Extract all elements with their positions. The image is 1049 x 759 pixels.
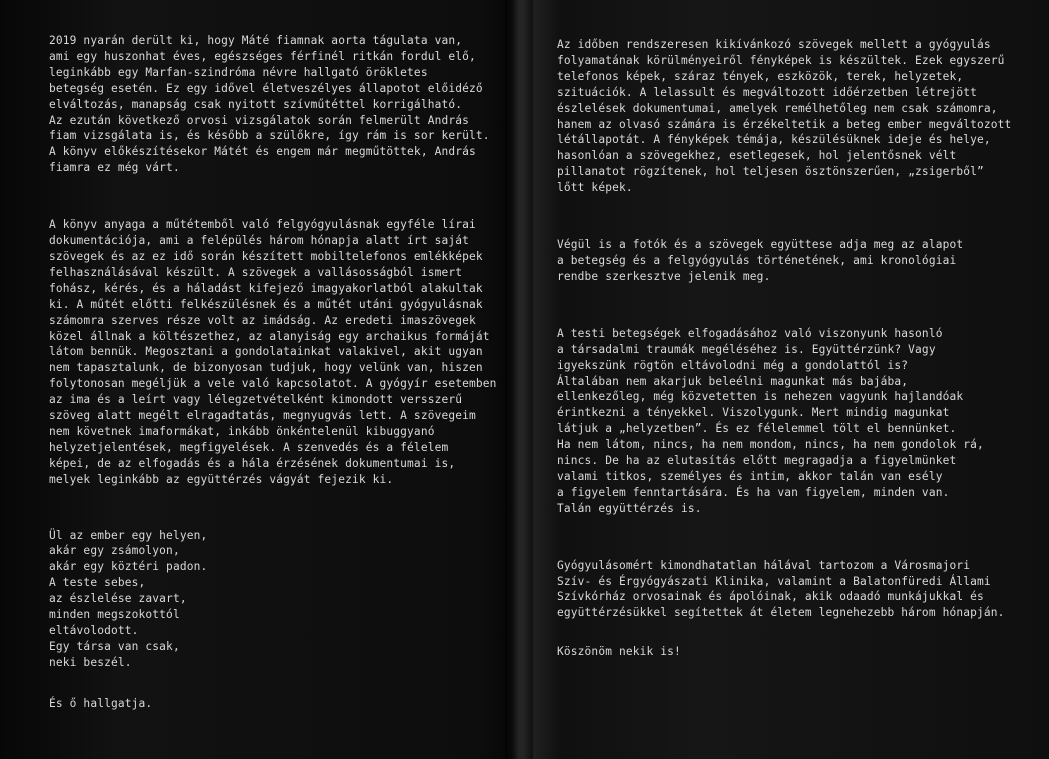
- acknowledgement-paragraph: Gyógyulásomért kimondhatatlan hálával tartozom a Városmajori Szív- és Érgyógyászati Klinika, valamint a Balatonfüredi Állami Szívkórház orvosainak és ápolóinak, akik odaadó munkájukkal és együttérzésükkel segítettek át életem legnehezebb három hónapján.: [557, 558, 1005, 620]
- summary-paragraph: Végül is a fotók és a szövegek együttese adja meg az alapot a betegség és a felgyógyulás történetének, ami kronológiai rendbe szerkesztve jelenik meg.: [557, 238, 964, 283]
- book-gutter: [505, 0, 533, 759]
- photos-paragraph: Az időben rendszeresen kikívánkozó szövegek mellett a gyógyulás folyamatának körülményeiről fényképek is készültek. Ezek egyszerű telefonos képek, száraz tények, eszközök, terek, helyzetek, szituációk. A lelassult és megváltozott időérzetben létrejött észlelések dokumentumai, amelyek remélhetőleg nem csak számomra, hanem az olvasó számára is érzékeltetik a beteg ember megváltozott létállapotát. A fényképek témája, készülésüknek ideje és helye, hasonlóan a szövegekhez, esetlegesek, hol jelentősnek vélt pillanatot rögzítenek, hol teljesen ösztönszerűen, „zsigerből” lőtt képek.: [557, 38, 1012, 195]
- left-page: [0, 0, 505, 759]
- poem-closing-line: És ő hallgatja.: [49, 696, 153, 710]
- reflection-paragraph: A testi betegségek elfogadásához való viszonyunk hasonló a társadalmi traumák megéléséhez is. Együttérzünk? Vagy igyekszünk rögtön eltávolodni még a gondolattól is? Általában nem akarjuk beleélni magunkat más bajába, ellenkezőleg, még közvetetten is nehezen vagyunk hajlandóak érintkezni a tényekkel. Viszolygunk. Mert mindig magunkat látjuk a „helyzetben”. És ez félelemmel tölt el bennünket. Ha nem látom, nincs, ha nem mondom, nincs, ha nem gondolok rá, nincs. De ha az elutasítás előtt megragadja a figyelmünket valami titkos, személyes és intim, akkor talán van esély a figyelem fenntartására. És ha van figyelem, minden van. Talán együttérzés is.: [557, 326, 984, 515]
- right-page: [533, 0, 1049, 759]
- thanks-line: Köszönöm nekik is!: [557, 645, 681, 659]
- poem: Ül az ember egy helyen, akár egy zsámolyon, akár egy köztéri padon. A teste sebes, az észlelése zavart, minden megszokottól eltávolodott. Egy társa van csak, neki beszél.: [49, 528, 208, 669]
- intro-paragraph: 2019 nyarán derült ki, hogy Máté fiamnak aorta tágulata van, ami egy huszonhat éves, egészséges férfinél ritkán fordul elő, leginkább egy Marfan-szindróma névre hallgató örökletes betegség esetén. Ez egy idővel életveszélyes állapotot előidéző elváltozás, manapság csak nyitott szívműtéttel korrigálható. Az ezután következő orvosi vizsgálatok során felmerült András fiam vizsgálata is, és később a szülőkre, így rám is sor került. A könyv előkészítésekor Mátét és engem már megműtöttek, András fiamra ez még várt.: [49, 34, 490, 175]
- body-paragraph: A könyv anyaga a műtétemből való felgyógyulásnak egyféle lírai dokumentációja, ami a felépülés három hónapja alatt írt saját szövegek és az ez idő során készített mobiltelefonos emlékképek felhasználásával készült. A szövegek a vallásosságból ismert fohász, kérés, és a háladást kifejező imagyakorlatból alakultak ki. A műtét előtti felkészülésnek és a műtét utáni gyógyulásnak számomra szerves része volt az imádság. Az eredeti imaszövegek közel állnak a költészethez, az alanyiság egy archaikus formáját látom bennük. Megosztani a gondolatainkat valakivel, akit ugyan nem tapasztalunk, de bizonyosan tudjuk, hogy velünk van, hiszen folytonosan megéljük a vele való kapcsolatot. A gyógyír esetemben az ima és a leírt vagy lélegzetvételként kimondott versszerű szöveg alatt megélt elragadtatás, megnyugvás lett. A szövegeim nem követnek imaformákat, inkább önkéntelenül kibuggyanó helyzetjelentések, megfigyelések. A szenvedés és a félelem képei, de az elfogadás és a hála érzésének dokumentumai is, melyek leginkább az együttérzés vágyát fejezik ki.: [49, 218, 497, 486]
